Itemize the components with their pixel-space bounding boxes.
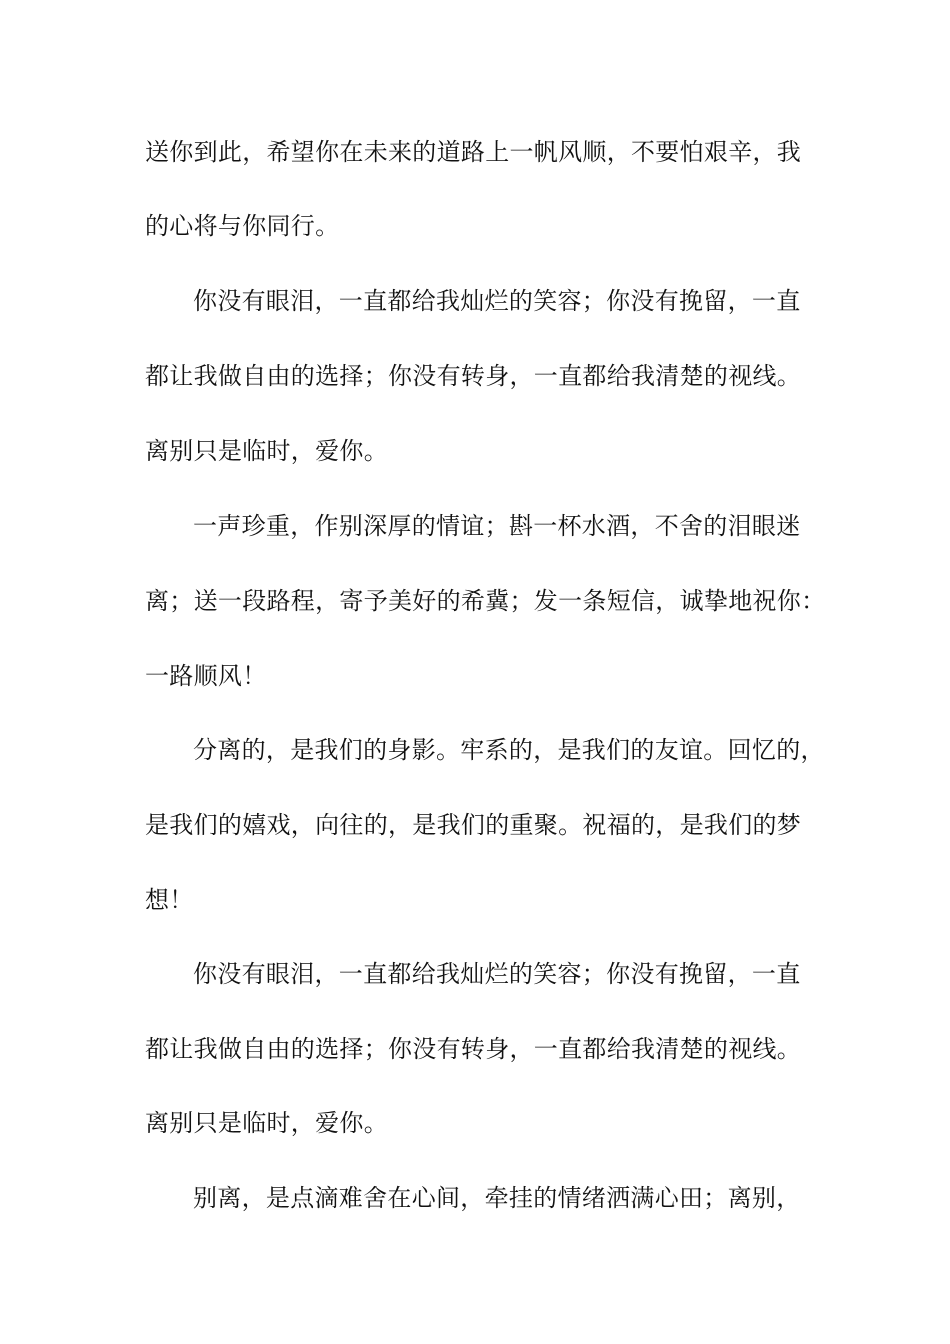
text-line: 想！ (145, 886, 194, 914)
paragraph-start-line: 你没有眼泪，一直都给我灿烂的笑容；你没有挽留，一直 (193, 287, 801, 315)
text-line: 的心将与你同行。 (145, 212, 340, 240)
text-line: 离别只是临时，爱你。 (145, 1109, 388, 1137)
text-line: 都让我做自由的选择；你没有转身，一直都给我清楚的视线。 (145, 362, 802, 390)
text-line: 离；送一段路程，寄予美好的希冀；发一条短信，诚挚地祝你： (145, 587, 826, 615)
text-line: 是我们的嬉戏，向往的，是我们的重聚。祝福的，是我们的梦 (145, 811, 802, 839)
text-line: 一路顺风！ (145, 662, 267, 690)
paragraph-start-line: 别离，是点滴难舍在心间，牵挂的情绪洒满心田；离别， (193, 1184, 801, 1212)
text-line: 离别只是临时，爱你。 (145, 437, 388, 465)
text-line: 送你到此，希望你在未来的道路上一帆风顺，不要怕艰辛，我 (145, 138, 802, 166)
paragraph-start-line: 分离的，是我们的身影。牢系的，是我们的友谊。回忆的， (193, 736, 825, 764)
paragraph-start-line: 一声珍重，作别深厚的情谊；斟一杯水酒，不舍的泪眼迷 (193, 512, 801, 540)
text-line: 都让我做自由的选择；你没有转身，一直都给我清楚的视线。 (145, 1035, 802, 1063)
paragraph-start-line: 你没有眼泪，一直都给我灿烂的笑容；你没有挽留，一直 (193, 960, 801, 988)
